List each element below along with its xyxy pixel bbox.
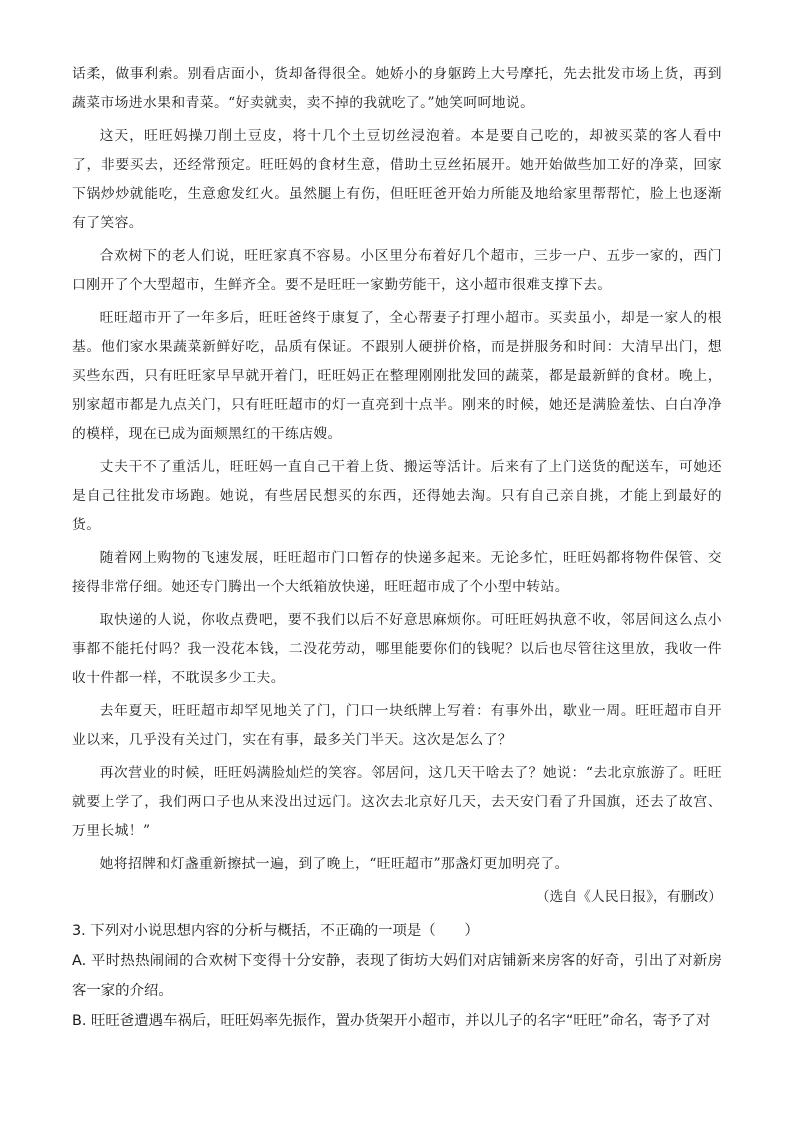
document-page [72,60,722,1036]
answer-option-a: A. 平时热热闹闹的合欢树下变得十分安静，表现了街坊大妈们对店铺新来房客的好奇，引出了对新房客一家的介绍。 [72,953,722,999]
story-paragraph: 再次营业的时候，旺旺妈满脸灿烂的笑容。邻居问，这几天干啥去了？她说：“去北京旅游了。旺旺就要上学了，我们两口子也从来没出过远门。这次去北京好几天，去天安门看了升国旗，还去了故宫、万里长城！” [72,765,722,839]
story-paragraph: 随着网上购物的飞速发展，旺旺超市门口暂存的快递多起来。无论多忙，旺旺妈都将物件保管、交接得非常仔细。她还专门腾出一个大纸箱放快递，旺旺超市成了个小型中转站。 [72,550,722,595]
story-paragraph: 旺旺超市开了一年多后，旺旺爸终于康复了，全心帮妻子打理小超市。买卖虽小，却是一家人的根基。他们家水果蔬菜新鲜好吃，品质有保证。不跟别人硬拼价格，而是拼服务和时间：大清早出门，想买些东西，只有旺旺家早早就开着门，旺旺妈正在整理刚刚批发回的蔬菜，都是最新鲜的食材。晚上，别家超市都是九点关门，只有旺旺超市的灯一直亮到十点半。刚来的时候，她还是满脸羞怯、白白净净的模样，现在已成为面颊黑红的干练店嫂。 [72,310,722,442]
story-body [72,60,722,879]
story-paragraph: 丈夫干不了重活儿，旺旺妈一直自己干着上货、搬运等活计。后来有了上门送货的配送车，可她还是自己往批发市场跑。她说，有些居民想买的东西，还得她去淘。只有自己亲自挑，才能上到最好的货。 [72,459,722,533]
story-paragraph: 去年夏天，旺旺超市却罕见地关了门，门口一块纸牌上写着：有事外出，歇业一周。旺旺超市自开业以来，几乎没有关过门，实在有事，最多关门半天。这次是怎么了？ [72,703,722,748]
question-block [72,916,722,1036]
story-paragraph: 她将招牌和灯盏重新擦拭一遍，到了晚上，“旺旺超市”那盏灯更加明亮了。 [99,856,569,872]
story-paragraph: 这天，旺旺妈操刀削土豆皮，将十几个土豆切丝浸泡着。本是要自己吃的，却被买菜的客人看中了，非要买去，还经常预定。旺旺妈的食材生意，借助土豆丝拓展开。她开始做些加工好的净菜，回家下锅炒炒就能吃，生意愈发红火。虽然腿上有伤，但旺旺爸开始力所能及地给家里帮帮忙，脸上也逐渐有了笑容。 [72,128,722,231]
story-paragraph: 取快递的人说，你收点费吧，要不我们以后不好意思麻烦你。可旺旺妈执意不收，邻居间这么点小事都不能托付吗？我一没花本钱，二没花劳动，哪里能要你们的钱呢？以后也尽管往这里放，我收一件收十件都一样，不耽误多少工夫。 [72,612,722,686]
question-stem: 3. 下列对小说思想内容的分析与概括，不正确的一项是（ ） [72,923,479,939]
answer-option-b: B. 旺旺爸遭遇车祸后，旺旺妈率先振作，置办货架开小超市，并以儿子的名字“旺旺”命名，寄予了对 [72,1013,711,1029]
source-citation: （选自《人民日报》，有删改） [535,889,722,905]
story-paragraph: 合欢树下的老人们说，旺旺家真不容易。小区里分布着好几个超市，三步一户、五步一家的，西门口刚开了个大型超市，生鲜齐全。要不是旺旺一家勤劳能干，这小超市很难支撑下去。 [72,248,722,293]
story-paragraph: 话柔，做事利索。别看店面小，货却备得很全。她娇小的身躯跨上大号摩托，先去批发市场上货，再到蔬菜市场进水果和青菜。“好卖就卖，卖不掉的我就吃了。”她笑呵呵地说。 [72,66,722,111]
